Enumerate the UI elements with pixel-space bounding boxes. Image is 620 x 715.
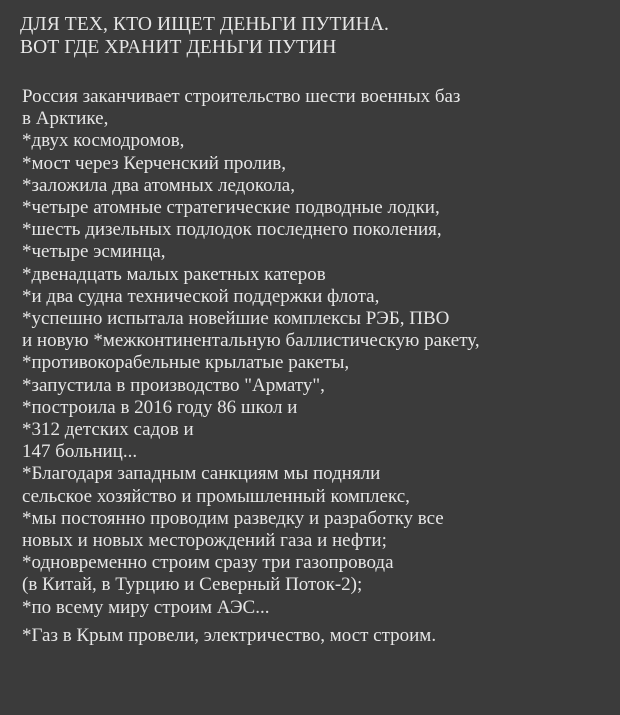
list-item: *успешно испытала новейшие комплексы РЭБ, ПВО [22, 308, 450, 330]
list-item: *заложила два атомных ледокола, [22, 174, 295, 196]
list-item: и новую *межконтинентальную баллистическую ракету, [22, 330, 480, 352]
list-item: *двенадцать малых ракетных катеров [22, 263, 326, 285]
list-item: *Газ в Крым провели, электричество, мост строим. [22, 624, 437, 646]
headline [20, 13, 600, 59]
list-item: *четыре атомные стратегические подводные лодки, [22, 197, 440, 219]
list-item: *Благодаря западным санкциям мы подняли [22, 463, 381, 485]
list-item: *по всему миру строим АЭС... [22, 596, 270, 618]
list-item: *мост через Керченский пролив, [22, 152, 286, 174]
list-item: *мы постоянно проводим разведку и разработку все [22, 507, 444, 529]
list-item: *312 детских садов и [22, 419, 194, 441]
body-line: Россия заканчивает строительство шести военных баз [22, 86, 461, 107]
list-item: *четыре эсминца, [22, 241, 166, 263]
headline-line: ДЛЯ ТЕХ, КТО ИЩЕТ ДЕНЬГИ ПУТИНА. [20, 14, 389, 35]
list-item: сельское хозяйство и промышленный комплекс, [22, 485, 410, 507]
list-item: *шесть дизельных подлодок последнего поколения, [22, 219, 442, 241]
list-item: *запустила в производство "Армату", [22, 374, 325, 396]
body-line: в Арктике, [22, 108, 109, 130]
list-item: *и два судна технической поддержки флота, [22, 285, 380, 307]
list-item: новых и новых месторождений газа и нефти; [22, 530, 387, 552]
list-item: *двух космодромов, [22, 130, 185, 152]
headline-line: ВОТ ГДЕ ХРАНИТ ДЕНЬГИ ПУТИН [20, 37, 337, 58]
list-item: (в Китай, в Турцию и Северный Поток-2); [22, 574, 363, 596]
list-item: *противокорабельные крылатые ракеты, [22, 352, 350, 374]
body-text [22, 86, 612, 647]
list-item: 147 больниц... [22, 441, 138, 463]
list-item: *построила в 2016 году 86 школ и [22, 396, 298, 418]
list-item: *одновременно строим сразу три газопровода [22, 552, 394, 574]
